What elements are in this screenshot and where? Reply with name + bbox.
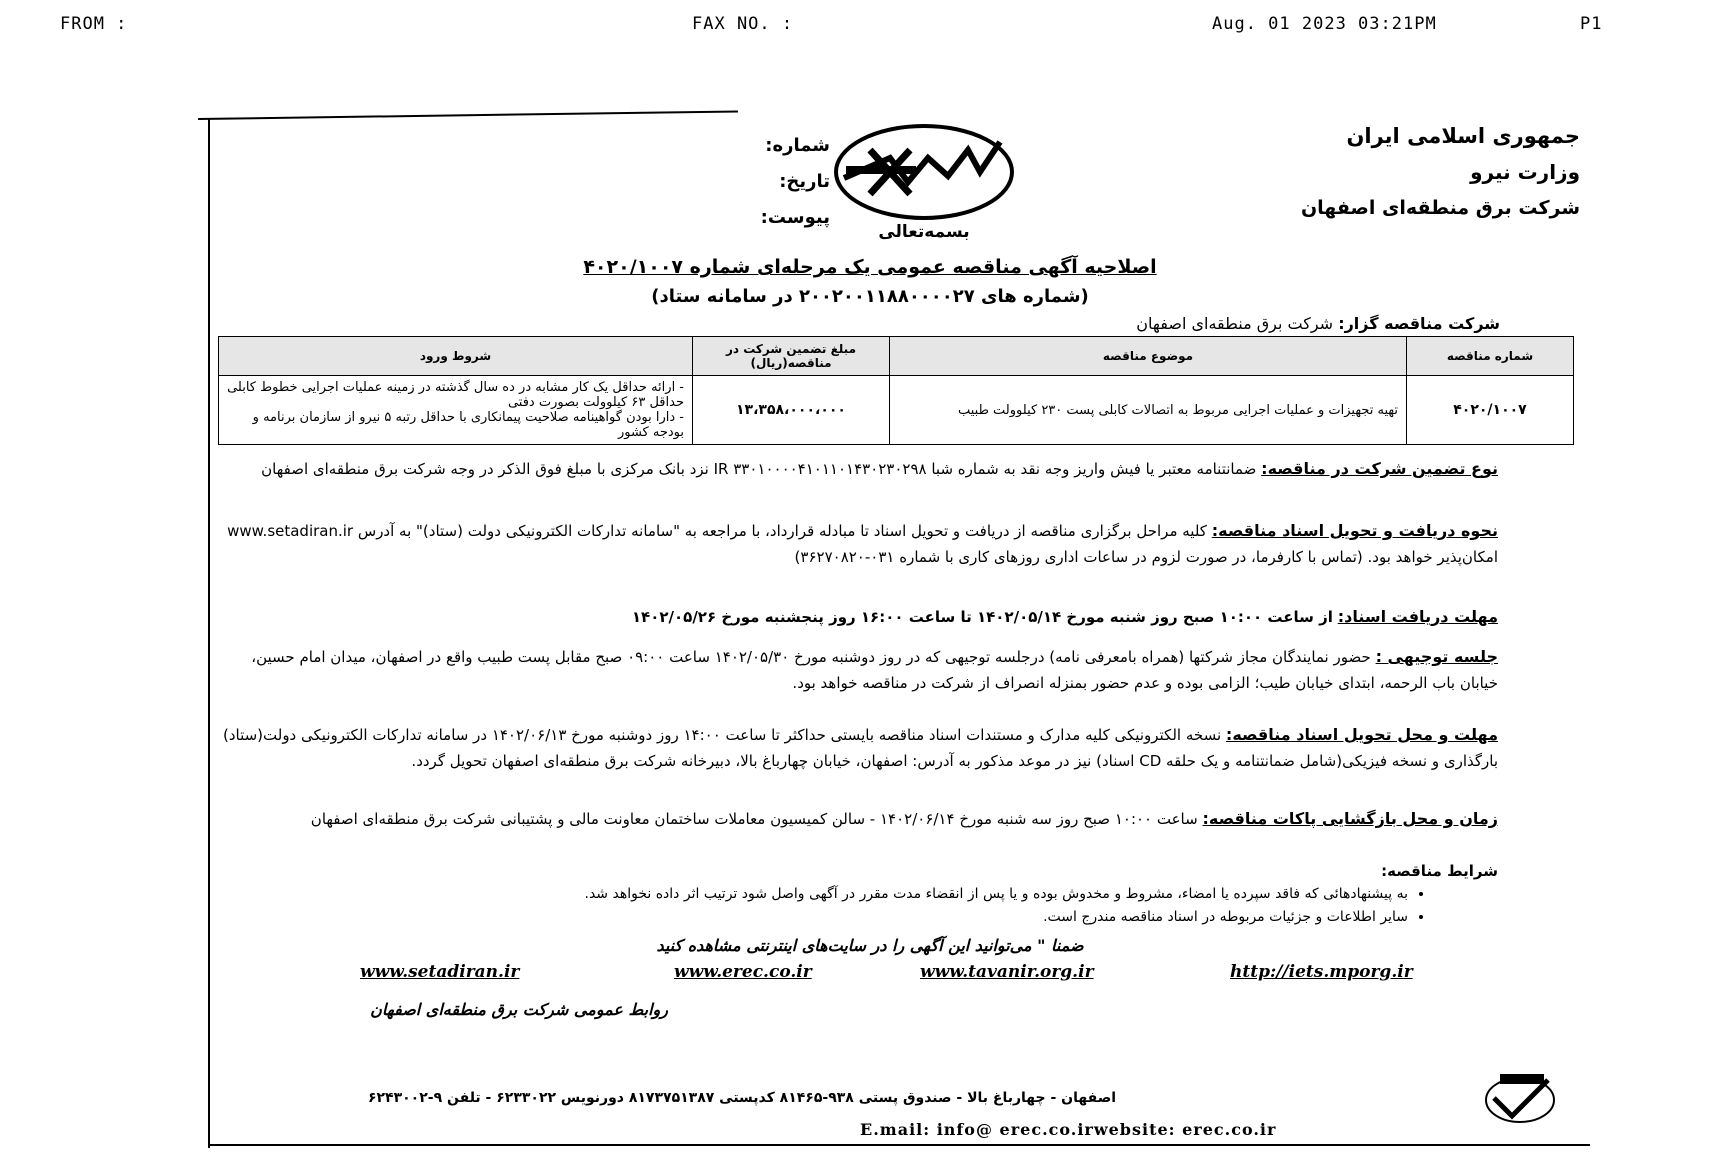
tender-table (218, 336, 1574, 445)
header-conditions: شروط ورود (219, 337, 693, 376)
guarantee-type-label: نوع تضمین شرکت در مناقصه: (1261, 459, 1498, 478)
announcement-title: اصلاحیه آگهی مناقصه عمومی یک مرحله‌ای شماره ۴۰۲۰/۱۰۰۷ (583, 256, 1157, 278)
deadline-text: از ساعت ۱۰:۰۰ صبح روز شنبه مورخ ۱۴۰۲/۰۵/۱۴ تا ساعت ۱۶:۰۰ روز پنجشنبه مورخ ۱۴۰۲/۰۵/۲۶ (631, 608, 1333, 626)
organizer-label: شرکت مناقصه گزار: (1338, 314, 1500, 333)
footer-address: اصفهان - چهارباغ بالا - صندوق پستی ۹۳۸-۸۱۴۶۵ کدپستی ۸۱۷۳۷۵۱۳۸۷ دورنویس ۶۲۳۳۰۲۲ - تلفن ۹-۶۲۴۳۰۰۲ (367, 1090, 1117, 1106)
receipt-section (218, 518, 1498, 570)
condition-2: - دارا بودن گواهینامه صلاحیت پیمانکاری با حداقل رتبه ۵ نیرو از سازمان برنامه و بودجه کشور (252, 410, 684, 440)
website-links (360, 962, 1440, 986)
public-relations-signature: روابط عمومی شرکت برق منطقه‌ای اصفهان (370, 1000, 668, 1019)
deadline-section (218, 604, 1498, 630)
receipt-text: کلیه مراحل برگزاری مناقصه از دریافت و تحویل اسناد تا مبادله قرارداد، با مراجعه به "سامانه تدارکات الکترونیکی دولت (ستاد)" به آدرس www.setadiran.ir امکان‌پذیر خواهد بود. (تماس با کارفرما، در صورت لزوم در ساعات اداری روزهای کاری با شماره ۰۳۱-۳۶۲۷۰۸۲۰) (227, 522, 1498, 566)
guarantee-type-text: ضمانتنامه معتبر یا فیش واریز وجه نقد به شماره شبا IR ۳۳۰۱۰۰۰۰۴۱۰۱۱۰۱۴۳۰۲۳۰۲۹۸ نزد بانک مرکزی با مبلغ فوق الذکر در وجه شرکت برق منطقه‌ای اصفهان (261, 460, 1257, 478)
announcement-subtitle: (شماره های ۲۰۰۲۰۰۱۱۸۸۰۰۰۰۲۷ در سامانه ستاد) (651, 286, 1089, 307)
link-erec[interactable]: www.erec.co.ir (674, 962, 812, 982)
fax-number: FAX NO. : (692, 14, 794, 34)
company-logo (830, 120, 1018, 224)
number-label: شماره: (765, 135, 830, 156)
condition-item: • به پیشنهادهائی که فاقد سپرده یا امضاء، مشروط و مخدوش بوده و یا پس از انقضاء مدت مقرر در آگهی واصل شود ترتیب اثر داده نخواهد شد. (218, 883, 1408, 906)
date-label: تاریخ: (779, 171, 830, 192)
organizer-value: شرکت برق منطقه‌ای اصفهان (1136, 314, 1334, 333)
briefing-section (218, 644, 1498, 696)
country-name: جمهوری اسلامی ایران (1346, 124, 1580, 148)
opening-text: ساعت ۱۰:۰۰ صبح روز سه شنبه مورخ ۱۴۰۲/۰۶/۱۴ - سالن کمیسیون معاملات ساختمان معاونت مالی و پشتیبانی شرکت برق منطقه‌ای اصفهان (310, 810, 1198, 828)
document-frame-bottom (208, 1144, 1590, 1146)
submission-label: مهلت و محل تحویل اسناد مناقصه: (1225, 725, 1498, 744)
link-tavanir[interactable]: www.tavanir.org.ir (920, 962, 1094, 982)
certification-logo (1482, 1070, 1558, 1126)
cell-number: ۴۰۲۰/۱۰۰۷ (1407, 376, 1574, 445)
deadline-label: مهلت دریافت اسناد: (1337, 607, 1498, 626)
cell-subject: تهیه تجهیزات و عملیات اجرایی مربوط به اتصالات کابلی پست ۲۳۰ کیلوولت طبیب (890, 376, 1407, 445)
link-setadiran[interactable]: www.setadiran.ir (360, 962, 520, 982)
opening-label: زمان و محل بازگشایی پاکات مناقصه: (1202, 809, 1498, 828)
briefing-text: حضور نمایندگان مجاز شرکتها (همراه بامعرفی نامه) درجلسه توجیهی که در روز دوشنبه مورخ ۱۴۰۲/۰۵/۳۰ ساعت ۰۹:۰۰ صبح مقابل پست طبیب واقع در اصفهان، میدان امام حسین، خیابان باب الرحمه، ابتدای خیابان طیب؛ الزامی بوده و عدم حضور بمنزله انصراف از شرکت در مناقصه خواهد بود. (251, 648, 1498, 692)
company-name: شرکت برق منطقه‌ای اصفهان (1300, 197, 1580, 219)
submission-text: نسخه الکترونیکی کلیه مدارک و مستندات اسناد مناقصه بایستی حداکثر تا ساعت ۱۴:۰۰ روز دوشنبه مورخ ۱۴۰۲/۰۶/۱۳ در سامانه تدارکات الکترونیکی دولت(ستاد) بارگذاری و نسخه فیزیکی(شامل ضمانتنامه و یک حلقه CD اسناد) نیز در موعد مذکور به آدرس: اصفهان، خیابان چهارباغ بالا، دبیرخانه شرکت برق منطقه‌ای اصفهان تحویل گردد. (222, 726, 1498, 770)
fax-header (60, 14, 1603, 38)
fax-from: FROM : (60, 14, 128, 34)
header-guarantee: مبلغ تضمین شرکت در مناقصه(ریال) (693, 337, 890, 376)
fax-page: P1 (1580, 14, 1603, 34)
table-row (219, 376, 1574, 445)
link-iets[interactable]: http://iets.mporg.ir (1230, 962, 1413, 982)
organizer-line (800, 314, 1500, 333)
condition-1: - ارائه حداقل یک کار مشابه در ده سال گذشته در زمینه عملیات اجرایی خطوط کابلی حداقل ۶۳ کیلوولت بصورت دفتی (227, 380, 684, 410)
header-subject: موضوع مناقصه (890, 337, 1407, 376)
opening-section (218, 806, 1498, 832)
receipt-label: نحوه دریافت و تحویل اسناد مناقصه: (1211, 521, 1498, 540)
table-header-row (219, 337, 1574, 376)
header-number: شماره مناقصه (1407, 337, 1574, 376)
conditions-list (218, 883, 1498, 929)
letterhead (1160, 118, 1580, 226)
cell-guarantee: ۱۳،۳۵۸،۰۰۰،۰۰۰ (693, 376, 890, 445)
guarantee-type-section (218, 456, 1498, 482)
attachment-label: پیوست: (760, 207, 830, 228)
web-note: ضمنا " می‌توانید این آگهی را در سایت‌های اینترنتی مشاهده کنید (656, 936, 1084, 955)
condition-item: • سایر اطلاعات و جزئیات مربوطه در اسناد مناقصه مندرج است. (218, 906, 1408, 929)
submission-section (218, 722, 1498, 774)
conditions-label: شرایط مناقصه: (1381, 862, 1498, 880)
bismillah: بسمه‌تعالی (878, 222, 970, 242)
reference-block (630, 128, 830, 236)
briefing-label: جلسه توجیهی : (1375, 647, 1498, 666)
fax-datetime: Aug. 01 2023 03:21PM (1212, 14, 1437, 34)
ministry-name: وزارت نیرو (1470, 160, 1580, 184)
footer-email: E.mail: info@ erec.co.irwebsite: erec.co.ir (860, 1120, 1277, 1139)
conditions-section (218, 860, 1498, 929)
cell-conditions (219, 376, 693, 445)
